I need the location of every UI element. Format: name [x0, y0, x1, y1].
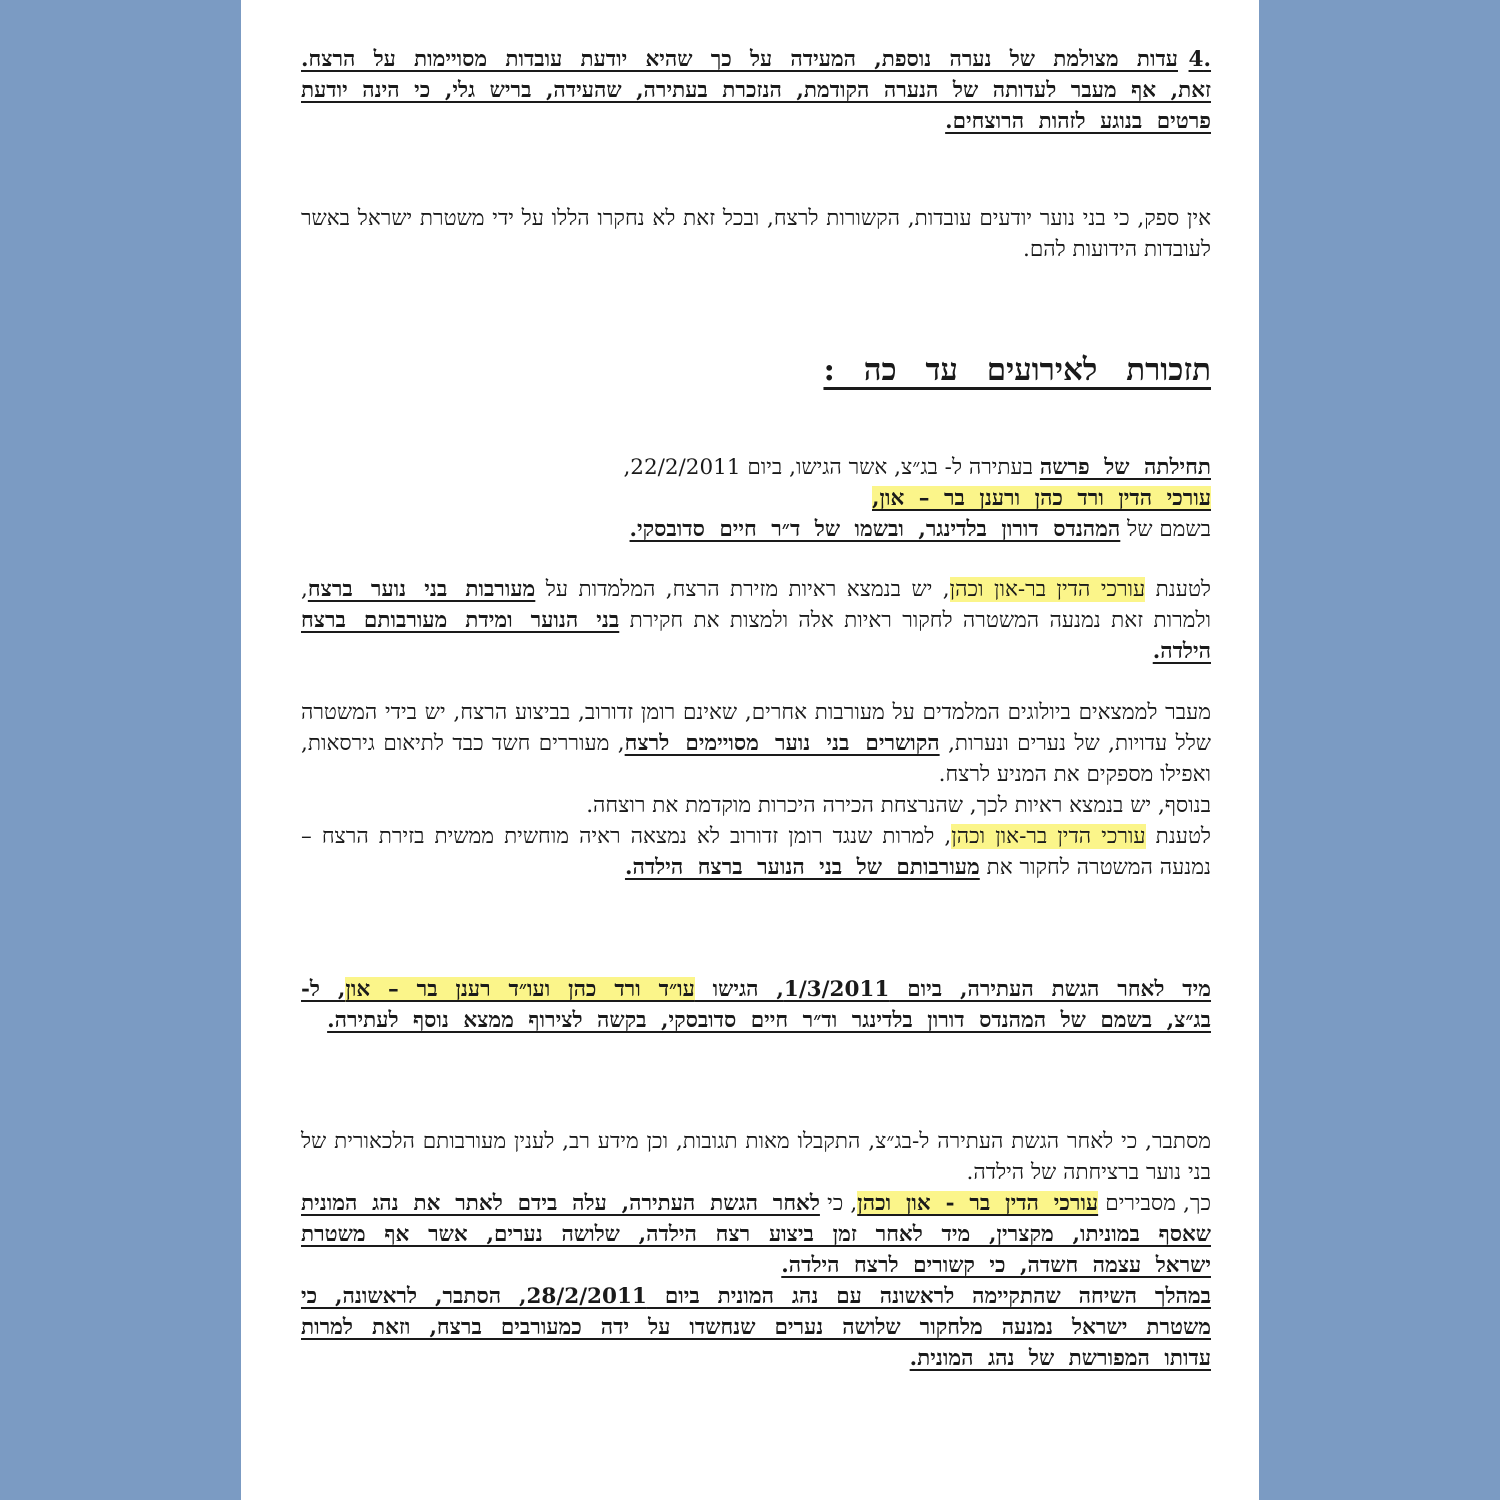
- point-4-paragraph: [301, 44, 1211, 137]
- intro-paragraph: [301, 203, 1211, 265]
- acquaintance-sentence: בנוסף, יש בנמצא ראיות לכך, שהנרצחת הכירה היכרות מוקדמת את רוצחה.: [586, 793, 1211, 818]
- document-page: [241, 0, 1259, 1500]
- paragraph-evidence: מעבר לממצאים ביולוגים המלמדים על מעורבות אחרים, שאינם רומן זדורוב, בביצוע הרצח, יש בידי המשטרה שלל עדויות, של נערים ונערות, הקושרים בני נוער מסויימים לרצח, מעוררים חשד כבד לתיאום גירסאות, ואפילו מספקים את המניע לרצח. בנוסף, יש בנמצא ראיות לכך, שהנרצחת הכירה היכרות מוקדמת את רוצחה. לטענת עורכי הדין בר-און וכהן, למרות שנגד רומן זדורוב לא נמצאה ראיה מוחשית ממשית בזירת הרצח – נמנעה המשטרה לחקור את מעורבותם של בני הנוער ברצח הילדה.: [301, 700, 1211, 880]
- paragraph-taxi-driver: מסתבר, כי לאחר הגשת העתירה ל-בג״צ, התקבלו מאות תגובות, וכן מידע רב, לענין מעורבותם הלכאורית של בני נוער ברציחתה של הילדה. כך, מסבירים עורכי הדין בר - און וכהן, כי לאחר הגשת העתירה, עלה בידם לאתר את נהג המונית שאסף במוניתו, מקצרין, מיד לאחר זמן ביצוע רצח הילדה, שלושה נערים, אשר אף משטרת ישראל עצמה חשדה, כי קשורים לרצח הילדה. במהלך השיחה שהתקיימה לראשונה עם נהג המונית ביום 28/2/2011, הסתבר, לראשונה, כי משטרת ישראל נמנעה מלחקור שלושה נערים שנחשדו על ידה כמעורבים ברצח, וזאת למרות עדותו המפורשת של נהג המונית.: [301, 1126, 1211, 1374]
- lawyers-highlight: עו״ד ורד כהן ועו״ד רענן בר – און: [345, 977, 695, 1002]
- petitioners-names: המהנדס דורון בלדינגר, ובשמו של ד״ר חיים סדובסקי.: [629, 517, 1121, 542]
- lawyers-highlight: עורכי הדין בר - און וכהן: [857, 1191, 1099, 1216]
- section-heading: תזכורת לאירועים עד כה :: [823, 352, 1211, 388]
- point-4-text: עדות מצולמת של נערה נוספת, המעידה על כך שהיא יודעת עובדות מסויימות על הרצח. זאת, אף מעבר לעדותה של הנערה הקודמת, הנזכרת בעתירה, שהעידה, בריש גלי, כי הינה יודעת פרטים בנוגע לזהות הרוצחים.: [301, 47, 1211, 134]
- paragraph-petition-start: תחילתה של פרשה בעתירה ל- בג״צ, אשר הגישו, ביום 22/2/2011, עורכי הדין ורד כהן ורענן בר – און, בשמם של המהנדס דורון בלדינגר, ובשמו של ד״ר חיים סדובסקי.: [623, 455, 1211, 542]
- paragraph-additional-request: מיד לאחר הגשת העתירה, ביום 1/3/2011, הגישו עו״ד ורד כהן ועו״ד רענן בר – און, ל- בג״צ, בשמם של המהנדס דורון בלדינגר וד״ר חיים סדובסקי, בקשה לצירוף ממצא נוסף לעתירה.: [301, 977, 1212, 1033]
- lawyers-highlight: עורכי הדין בר-און וכהן: [949, 577, 1146, 602]
- youth-investigation-phrase: בני הנוער ומידת מעורבותם ברצח הילדה.: [301, 608, 1211, 664]
- responses-sentence: מסתבר, כי לאחר הגשת העתירה ל-בג״צ, התקבלו מאות תגובות, וכן מידע רב, לענין מעורבותם הלכאורית של בני נוער ברציחתה של הילדה.: [301, 1129, 1211, 1185]
- intro-text: אין ספק, כי בני נוער יודעים עובדות, הקשורות לרצח, ובכל זאת לא נחקרו הללו על ידי משטרת ישראל באשר לעובדות הידועות להם.: [301, 206, 1211, 262]
- paragraph-lawyers-claim: לטענת עורכי הדין בר-און וכהן, יש בנמצא ראיות מזירת הרצח, המלמדות על מעורבות בני נוער ברצח, ולמרות זאת נמנעה המשטרה לחקור ראיות אלה ולמצות את חקירת בני הנוער ומידת מעורבותם ברצח הילדה.: [301, 577, 1211, 664]
- taxi-conversation-phrase: במהלך השיחה שהתקיימה לראשונה עם נהג המונית ביום 28/2/2011, הסתבר, לראשונה, כי משטרת ישראל נמנעה מלחקור שלושה נערים שנחשדו על ידה כמעורבים ברצח, וזאת למרות עדותו המפורשת של נהג המונית.: [301, 1284, 1211, 1371]
- linking-youth-phrase: הקושרים בני נוער מסויימים לרצח: [624, 731, 940, 756]
- case-start-label: תחילתה של פרשה: [1039, 455, 1211, 480]
- point-4-number: .4: [1188, 47, 1212, 72]
- youth-involvement-phrase: מעורבות בני נוער ברצח: [307, 577, 536, 602]
- lawyers-highlight: עורכי הדין בר-און וכהן: [951, 824, 1146, 849]
- taxi-driver-found-phrase: לאחר הגשת העתירה, עלה בידם לאתר את נהג המונית שאסף במוניתו, מקצרין, מיד לאחר זמן ביצוע רצח הילדה, שלושה נערים, אשר אף משטרת ישראל עצמה חשדה, כי קשורים לרצח הילדה.: [301, 1191, 1211, 1278]
- youth-involvement-murder-phrase: מעורבותם של בני הנוער ברצח הילדה.: [624, 855, 980, 880]
- lawyers-highlight: עורכי הדין ורד כהן ורענן בר – און,: [872, 486, 1211, 511]
